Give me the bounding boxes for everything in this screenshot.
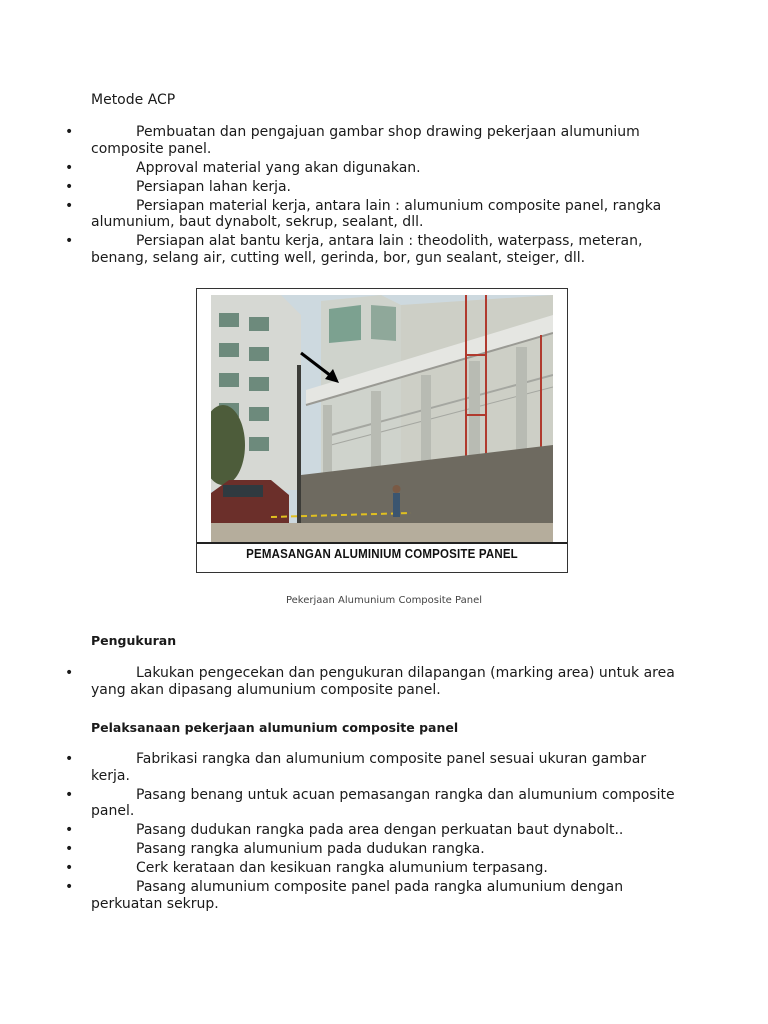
document-title: Metode ACP [91, 92, 176, 108]
list-item-text: Approval material yang akan digunakan. [136, 159, 421, 176]
list-item-text: Fabrikasi rangka dan alumunium composite panel sesuai ukuran gambar kerja. [91, 751, 647, 784]
list-item [62, 665, 682, 698]
list-item [62, 841, 682, 858]
measurement-list [62, 665, 682, 701]
section-heading-pengukuran: Pengukuran [91, 633, 177, 648]
list-item [62, 179, 682, 196]
list-item-text: Cerk kerataan dan kesikuan rangka alumunium terpasang. [136, 860, 548, 877]
list-item-text: Pasang benang untuk acuan pemasangan rangka dan alumunium composite panel. [91, 786, 675, 820]
list-item [62, 822, 682, 839]
list-item [62, 160, 682, 177]
list-item-text: Persiapan alat bantu kerja, antara lain : theodolith, waterpass, meteran, benang, selang air, cutting well, gerinda, bor, gun sealant, steiger, dll. [91, 233, 643, 266]
list-item [62, 198, 682, 231]
list-item [62, 233, 682, 266]
list-item [62, 879, 682, 912]
list-item [62, 751, 682, 784]
photo-label: PEMASANGAN ALUMINIUM COMPOSITE PANEL [246, 547, 518, 561]
list-item-text: Persiapan lahan kerja. [136, 178, 292, 195]
list-item-text: Lakukan pengecekan dan pengukuran dilapangan (marking area) untuk area yang akan dipasang alumunium composite panel. [91, 665, 675, 698]
list-item-text: Pasang alumunium composite panel pada rangka alumunium dengan perkuatan sekrup. [91, 879, 624, 912]
figure-frame [196, 288, 568, 573]
figure-caption: Pekerjaan Alumunium Composite Panel [285, 595, 482, 606]
construction-photo [211, 295, 553, 542]
photo-separator [197, 542, 567, 544]
section-heading-pelaksanaan: Pelaksanaan pekerjaan alumunium composite panel [91, 720, 459, 735]
list-item [62, 787, 682, 820]
list-item-text: Pasang dudukan rangka pada area dengan perkuatan baut dynabolt.. [136, 822, 624, 839]
preparation-list [62, 124, 682, 269]
list-item-text: Persiapan material kerja, antara lain : alumunium composite panel, rangka alumunium, baut dynabolt, sekrup, sealant, dll. [91, 197, 662, 231]
list-item [62, 860, 682, 877]
list-item-text: Pembuatan dan pengajuan gambar shop drawing pekerjaan alumunium composite panel. [91, 124, 640, 157]
list-item [62, 124, 682, 157]
list-item-text: Pasang rangka alumunium pada dudukan rangka. [136, 841, 485, 858]
execution-list [62, 751, 682, 915]
